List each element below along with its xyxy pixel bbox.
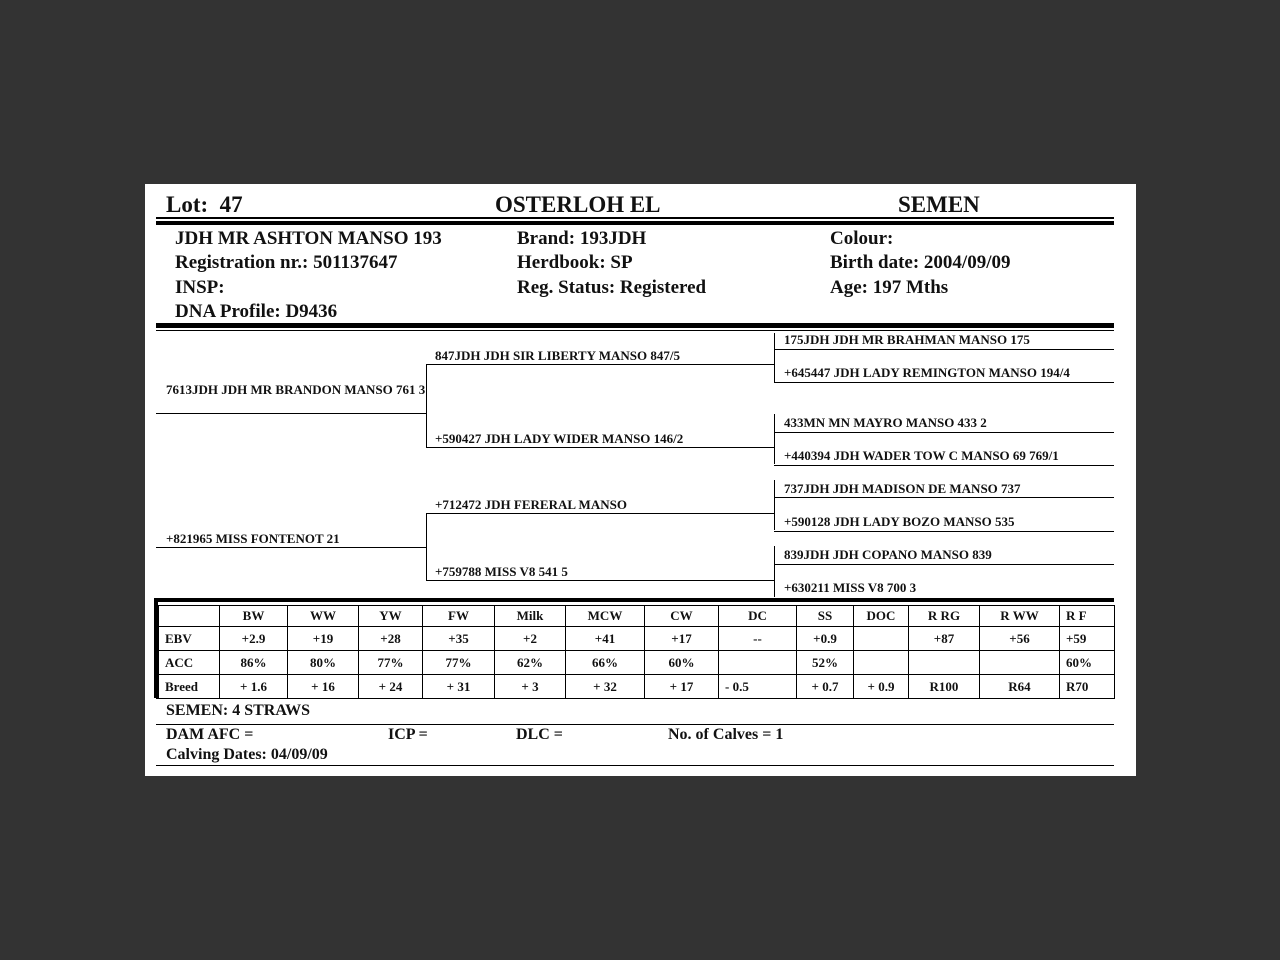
table-cell: 60% (1060, 651, 1115, 675)
table-cell: + 3 (495, 675, 566, 699)
table-cell (854, 627, 909, 651)
pedigree-dam-dam: +759788 MISS V8 541 5 (435, 564, 568, 579)
header-cell: SS (797, 606, 854, 627)
table-cell (854, 651, 909, 675)
ebv-table (158, 605, 1115, 699)
pedigree-ggp-2: +645447 JDH LADY REMINGTON MANSO 194/4 (784, 365, 1070, 380)
registration-number: Registration nr.: 501137647 (175, 252, 398, 273)
table-cell (719, 651, 797, 675)
pedigree-line-ggp-1 (774, 349, 1114, 350)
info-rule-thin (156, 330, 1114, 331)
table-cell: 66% (566, 651, 645, 675)
table-cell: +41 (566, 627, 645, 651)
header-rule-thick (156, 221, 1114, 225)
pedigree-line-ggp-3 (774, 432, 1114, 433)
pedigree-line-ggp-7 (774, 564, 1114, 565)
table-cell: + 0.9 (854, 675, 909, 699)
table-cell: + 32 (566, 675, 645, 699)
header-cell: R RG (909, 606, 980, 627)
herdbook: Herdbook: SP (517, 252, 633, 273)
pedigree-line-ggp-5 (774, 497, 1114, 498)
pedigree-bracket-ggp-2 (774, 414, 775, 464)
table-cell: + 1.6 (220, 675, 288, 699)
table-cell: R64 (980, 675, 1060, 699)
pedigree-line-ggp-6 (774, 531, 1114, 532)
table-row-acc (159, 651, 1115, 675)
table-cell: +2.9 (220, 627, 288, 651)
pedigree-dam: +821965 MISS FONTENOT 21 (166, 531, 340, 546)
table-rule-thick (154, 598, 1114, 602)
lot-label (166, 192, 243, 218)
table-cell: R70 (1060, 675, 1115, 699)
dam-afc: DAM AFC = (166, 726, 254, 743)
table-cell: 86% (220, 651, 288, 675)
table-cell: +59 (1060, 627, 1115, 651)
header-cell (159, 606, 220, 627)
pedigree-line-dam-dam (426, 580, 774, 581)
lot-number: 47 (219, 192, 243, 217)
pedigree-line-dam (156, 547, 426, 548)
table-cell: 62% (495, 651, 566, 675)
table-row-breed (159, 675, 1115, 699)
pedigree-dam-sire: +712472 JDH FERERAL MANSO (435, 497, 627, 512)
table-row-ebv (159, 627, 1115, 651)
table-cell: +28 (359, 627, 423, 651)
header-rule-thin (156, 217, 1114, 219)
header-cell: DOC (854, 606, 909, 627)
pedigree-line-sire (156, 413, 426, 414)
table-cell: + 16 (288, 675, 359, 699)
lot-card (145, 184, 1136, 776)
pedigree-line-ggp-4 (774, 465, 1114, 466)
table-cell: 80% (288, 651, 359, 675)
row-label: Breed (159, 675, 220, 699)
table-header-row (159, 606, 1115, 627)
table-cell: - 0.5 (719, 675, 797, 699)
table-cell: 60% (645, 651, 719, 675)
dlc: DLC = (516, 726, 563, 743)
row-label: ACC (159, 651, 220, 675)
pedigree-sire: 7613JDH JDH MR BRANDON MANSO 761 3 (166, 382, 426, 397)
pedigree-bracket-sire (426, 364, 427, 447)
footer-line-1 (156, 698, 1114, 699)
table-cell: + 24 (359, 675, 423, 699)
header-cell: YW (359, 606, 423, 627)
row-label: EBV (159, 627, 220, 651)
header-cell: WW (288, 606, 359, 627)
table-cell: +19 (288, 627, 359, 651)
header-cell: R F (1060, 606, 1115, 627)
semen-straws: SEMEN: 4 STRAWS (166, 702, 311, 719)
lot-label-text: Lot: (166, 192, 209, 217)
footer-line-3 (156, 765, 1114, 766)
reg-status: Reg. Status: Registered (517, 277, 707, 298)
pedigree-ggp-4: +440394 JDH WADER TOW C MANSO 69 769/1 (784, 448, 1059, 463)
pedigree-line-dam-sire (426, 513, 774, 514)
icp: ICP = (388, 726, 428, 743)
animal-name: JDH MR ASHTON MANSO 193 (175, 228, 442, 249)
table-cell: + 31 (423, 675, 495, 699)
pedigree-line-sire-sire (426, 364, 774, 365)
table-cell (980, 651, 1060, 675)
header-cell: FW (423, 606, 495, 627)
table-cell (909, 651, 980, 675)
pedigree-line-ggp-2 (774, 382, 1114, 383)
table-cell: 77% (359, 651, 423, 675)
header-cell: MCW (566, 606, 645, 627)
table-cell: +2 (495, 627, 566, 651)
pedigree-bracket-ggp-1 (774, 333, 775, 383)
header-cell: DC (719, 606, 797, 627)
table-cell: +35 (423, 627, 495, 651)
colour: Colour: (830, 228, 894, 249)
table-cell: R100 (909, 675, 980, 699)
pedigree-ggp-6: +590128 JDH LADY BOZO MANSO 535 (784, 514, 1015, 529)
calves-count: No. of Calves = 1 (668, 726, 784, 743)
footer-line-2 (156, 724, 1114, 725)
dna-profile: DNA Profile: D9436 (175, 301, 338, 322)
birth-date: Birth date: 2004/09/09 (830, 252, 1011, 273)
pedigree-ggp-5: 737JDH JDH MADISON DE MANSO 737 (784, 481, 1021, 496)
insp: INSP: (175, 277, 225, 298)
listing-type: SEMEN (898, 192, 980, 217)
pedigree-ggp-8: +630211 MISS V8 700 3 (784, 580, 917, 595)
pedigree-line-sire-dam (426, 447, 774, 448)
table-cell: +17 (645, 627, 719, 651)
table-cell: +87 (909, 627, 980, 651)
table-cell: +0.9 (797, 627, 854, 651)
header-cell: BW (220, 606, 288, 627)
calving-dates: Calving Dates: 04/09/09 (166, 746, 328, 763)
table-cell: +56 (980, 627, 1060, 651)
table-cell: 52% (797, 651, 854, 675)
age: Age: 197 Mths (830, 277, 949, 298)
table-cell: + 17 (645, 675, 719, 699)
table-cell: -- (719, 627, 797, 651)
pedigree-ggp-1: 175JDH JDH MR BRAHMAN MANSO 175 (784, 332, 1030, 347)
pedigree-bracket-ggp-3 (774, 480, 775, 530)
header-cell: Milk (495, 606, 566, 627)
header-cell: R WW (980, 606, 1060, 627)
pedigree-bracket-dam (426, 513, 427, 580)
info-rule-thick (156, 323, 1114, 328)
table-cell: 77% (423, 651, 495, 675)
animal-title: OSTERLOH EL (495, 192, 661, 217)
pedigree-sire-dam: +590427 JDH LADY WIDER MANSO 146/2 (435, 431, 684, 446)
pedigree-ggp-3: 433MN MN MAYRO MANSO 433 2 (784, 415, 987, 430)
table-cell: + 0.7 (797, 675, 854, 699)
pedigree-ggp-7: 839JDH JDH COPANO MANSO 839 (784, 547, 992, 562)
pedigree-sire-sire: 847JDH JDH SIR LIBERTY MANSO 847/5 (435, 348, 681, 363)
pedigree-bracket-ggp-4 (774, 546, 775, 597)
brand: Brand: 193JDH (517, 228, 647, 249)
header-cell: CW (645, 606, 719, 627)
